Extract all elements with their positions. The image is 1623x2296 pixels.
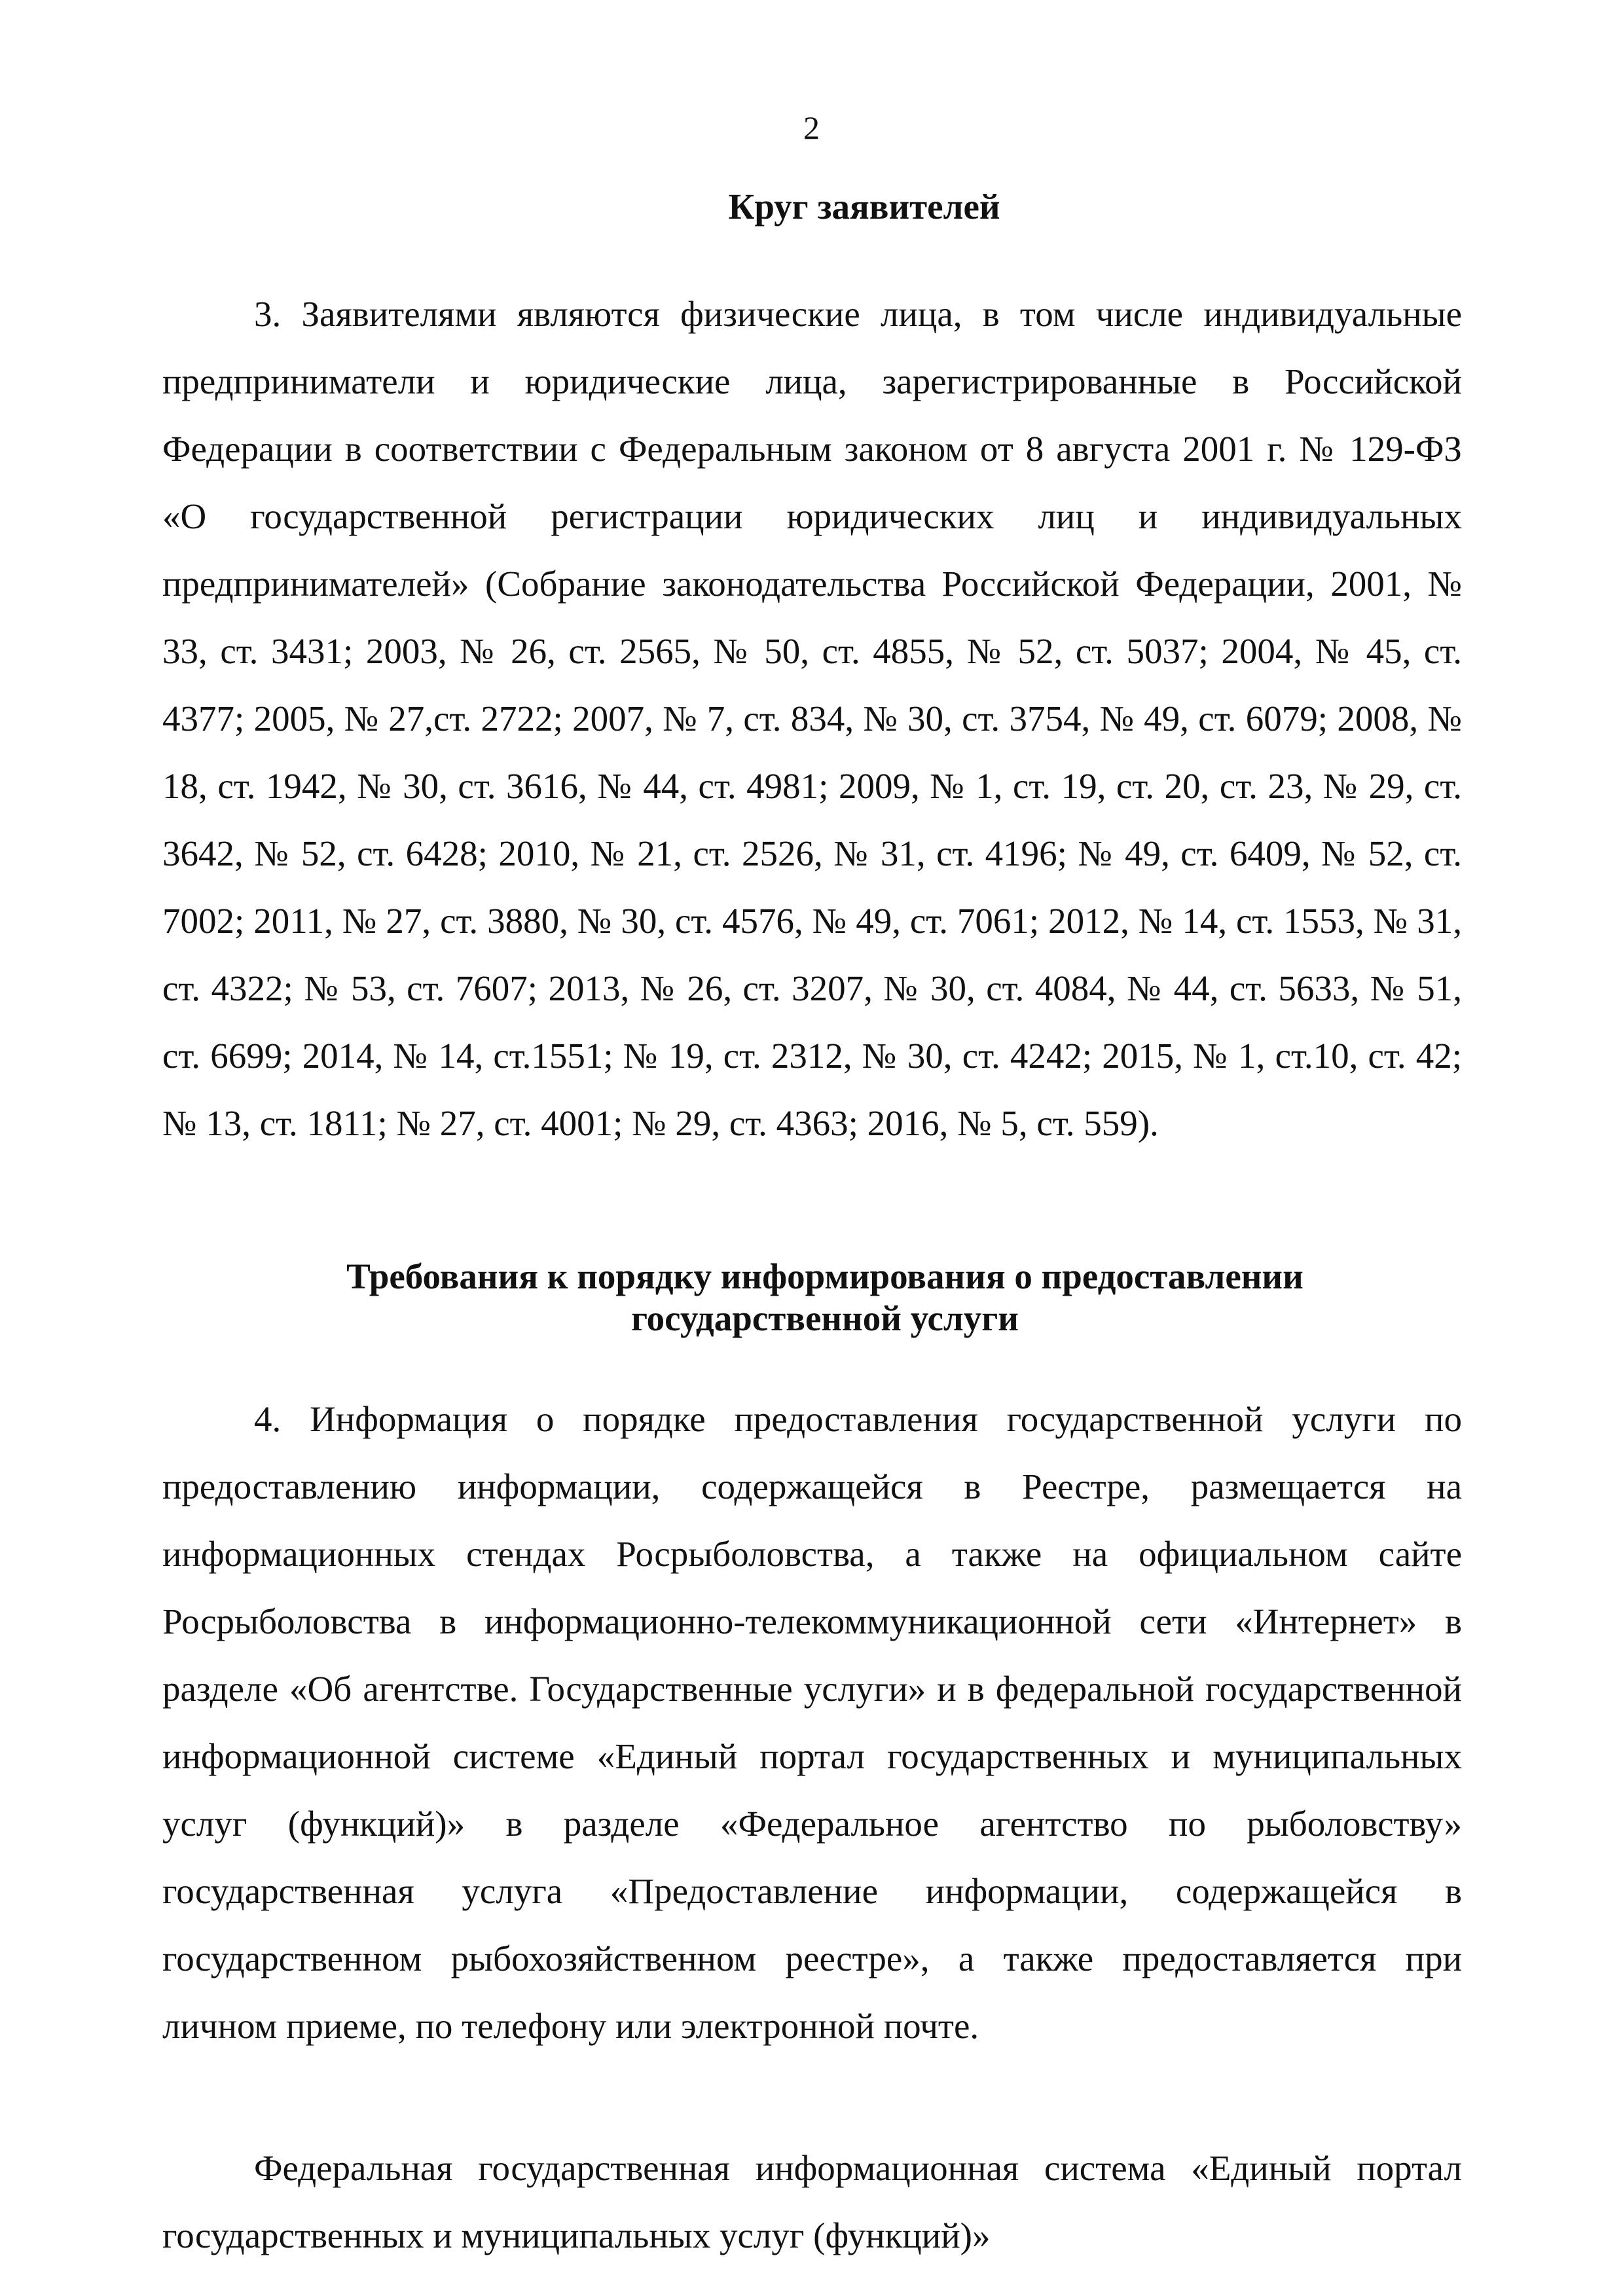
section-heading-applicants: Круг заявителей <box>728 187 1000 227</box>
paragraph-3-applicants: 3. Заявителями являются физические лица, в том числе индивидуальные предприниматели и юридические лица, зарегистрированные в Российской Федерации в соответствии с Федеральным законом от 8 августа 2001 г. № 129-ФЗ «О государственной регистрации юридических лиц и индивидуальных предпринимателей» (Собрание законодательства Российской Федерации, 2001, № 33, ст. 3431; 2003, № 26, ст. 2565, № 50, ст. 4855, № 52, ст. 5037; 2004, № 45, ст. 4377; 2005, № 27,ст. 2722; 2007, № 7, ст. 834, № 30, ст. 3754, № 49, ст. 6079; 2008, № 18, ст. 1942, № 30, ст. 3616, № 44, ст. 4981; 2009, № 1, ст. 19, ст. 20, ст. 23, № 29, ст. 3642, № 52, ст. 6428; 2010, № 21, ст. 2526, № 31, ст. 4196; № 49, ст. 6409, № 52, ст. 7002; 2011, № 27, ст. 3880, № 30, ст. 4576, № 49, ст. 7061; 2012, № 14, ст. 1553, № 31, ст. 4322; № 53, ст. 7607; 2013, № 26, ст. 3207, № 30, ст. 4084, № 44, ст. 5633, № 51, ст. 6699; 2014, № 14, ст.1551; № 19, ст. 2312, № 30, ст. 4242; 2015, № 1, ст.10, ст. 42; № 13, ст. 1811; № 27, ст. 4001; № 29, ст. 4363; 2016, № 5, ст. 559). <box>162 294 1462 1143</box>
section-heading-informing <box>170 1256 1480 1339</box>
page-number: 2 <box>803 109 820 146</box>
paragraph-4-information: 4. Информация о порядке предоставления государственной услуги по предоставлению информации, содержащейся в Реестре, размещается на информационных стендах Росрыболовства, а также на официальном сайте Росрыболовства в информационно-телекоммуникационной сети «Интернет» в разделе «Об агентстве. Государственные услуги» и в федеральной государственной информационной системе «Единый портал государственных и муниципальных услуг (функций)» в разделе «Федеральное агентство по рыболовству» государственная услуга «Предоставление информации, содержащейся в государственном рыбохозяйственном реестре», а также предоставляется при личном приеме, по телефону или электронной почте. <box>162 1399 1462 2046</box>
section-heading-informing-line-2: государственной услуги <box>631 1298 1019 1338</box>
section-heading-informing-line-1: Требования к порядку информирования о предоставлении <box>346 1256 1304 1296</box>
paragraph-5-portal: Федеральная государственная информационная система «Единый портал государственных и муниципальных услуг (функций)» <box>162 2148 1462 2255</box>
